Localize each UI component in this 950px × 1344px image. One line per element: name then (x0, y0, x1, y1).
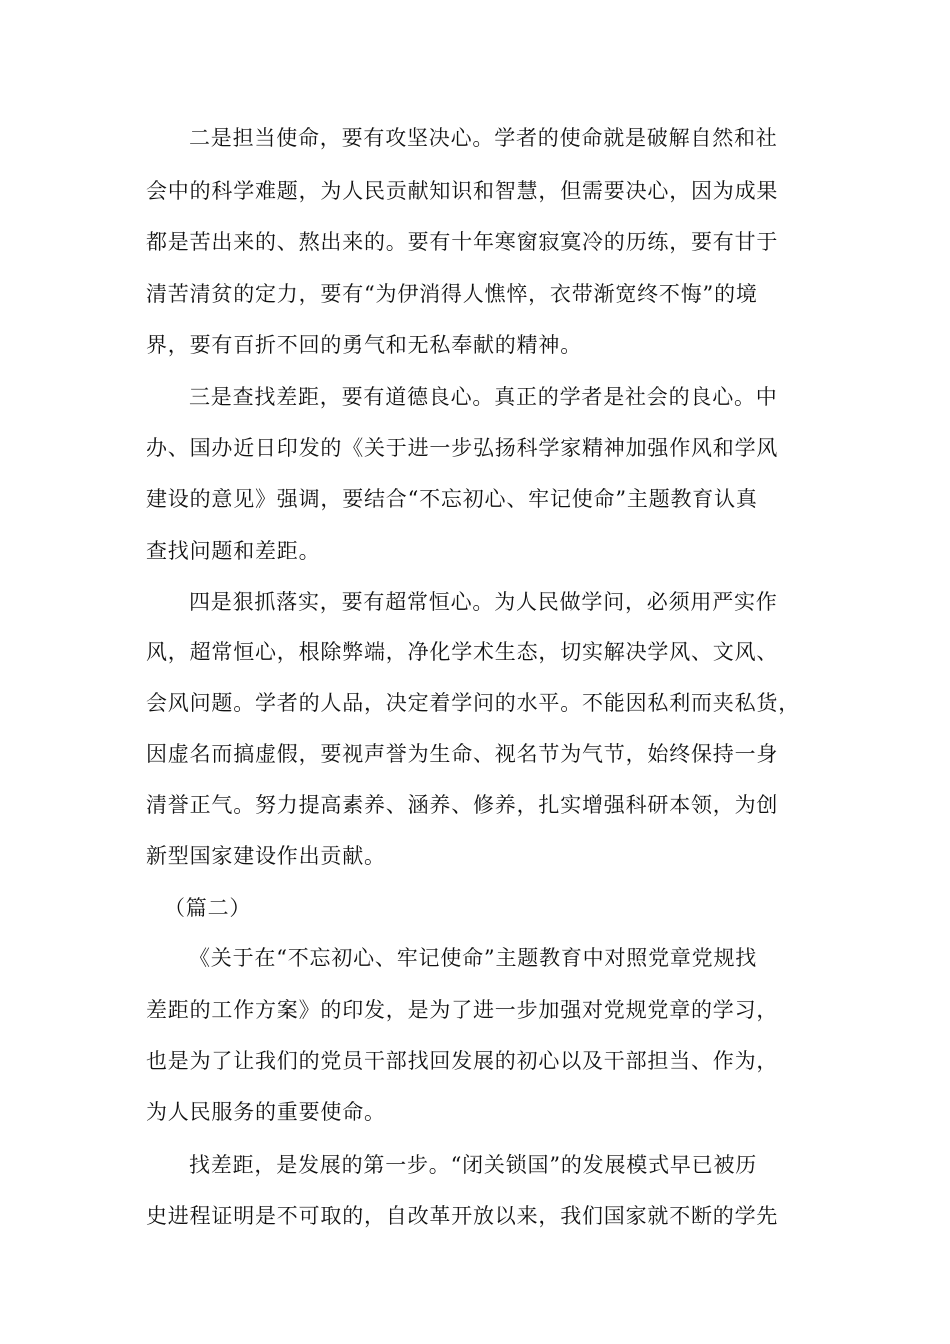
paragraph-line: 差距的工作方案》的印发，是为了进一步加强对党规党章的学习， (146, 998, 779, 1022)
paragraph-line: 找差距，是发展的第一步。“闭关锁国”的发展模式早已被历 (189, 1153, 758, 1177)
paragraph-line: 会风问题。学者的人品，决定着学问的水平。不能因私利而夹私货， (146, 691, 800, 715)
paragraph-line: 查找问题和差距。 (146, 539, 321, 563)
paragraph-line: 会中的科学难题，为人民贡献知识和智慧，但需要决心，因为成果 (146, 179, 779, 203)
paragraph-line: 界，要有百折不回的勇气和无私奉献的精神。 (146, 333, 582, 357)
paragraph-line: 二是担当使命，要有攻坚决心。学者的使命就是破解自然和社 (189, 126, 778, 150)
paragraph-line: 办、国办近日印发的《关于进一步弘扬科学家精神加强作风和学风 (146, 436, 779, 460)
paragraph-line: 也是为了让我们的党员干部找回发展的初心以及干部担当、作为， (146, 1049, 779, 1073)
paragraph-line: 史进程证明是不可取的，自改革开放以来，我们国家就不断的学先 (146, 1204, 779, 1228)
paragraph-line: 风，超常恒心，根除弊端，净化学术生态，切实解决学风、文风、 (146, 640, 779, 664)
paragraph-line: 因虚名而搞虚假，要视声誉为生命、视名节为气节，始终保持一身 (146, 742, 779, 766)
section-label: （篇二） (164, 896, 252, 920)
paragraph-line: 新型国家建设作出贡献。 (146, 844, 386, 868)
paragraph-line: 清苦清贫的定力，要有“为伊消得人憔悴，衣带渐宽终不悔”的境 (146, 282, 758, 306)
paragraph-line: 三是查找差距，要有道德良心。真正的学者是社会的良心。中 (189, 385, 778, 409)
paragraph-line: 都是苦出来的、熬出来的。要有十年寒窗寂寞冷的历练，要有甘于 (146, 230, 779, 254)
paragraph-line: 《关于在“不忘初心、牢记使命”主题教育中对照党章党规找 (189, 946, 758, 970)
paragraph-line: 为人民服务的重要使命。 (146, 1100, 386, 1124)
paragraph-line: 清誉正气。努力提高素养、涵养、修养，扎实增强科研本领，为创 (146, 793, 779, 817)
paragraph-line: 建设的意见》强调，要结合“不忘初心、牢记使命”主题教育认真 (146, 487, 758, 511)
paragraph-line: 四是狠抓落实，要有超常恒心。为人民做学问，必须用严实作 (189, 590, 778, 614)
